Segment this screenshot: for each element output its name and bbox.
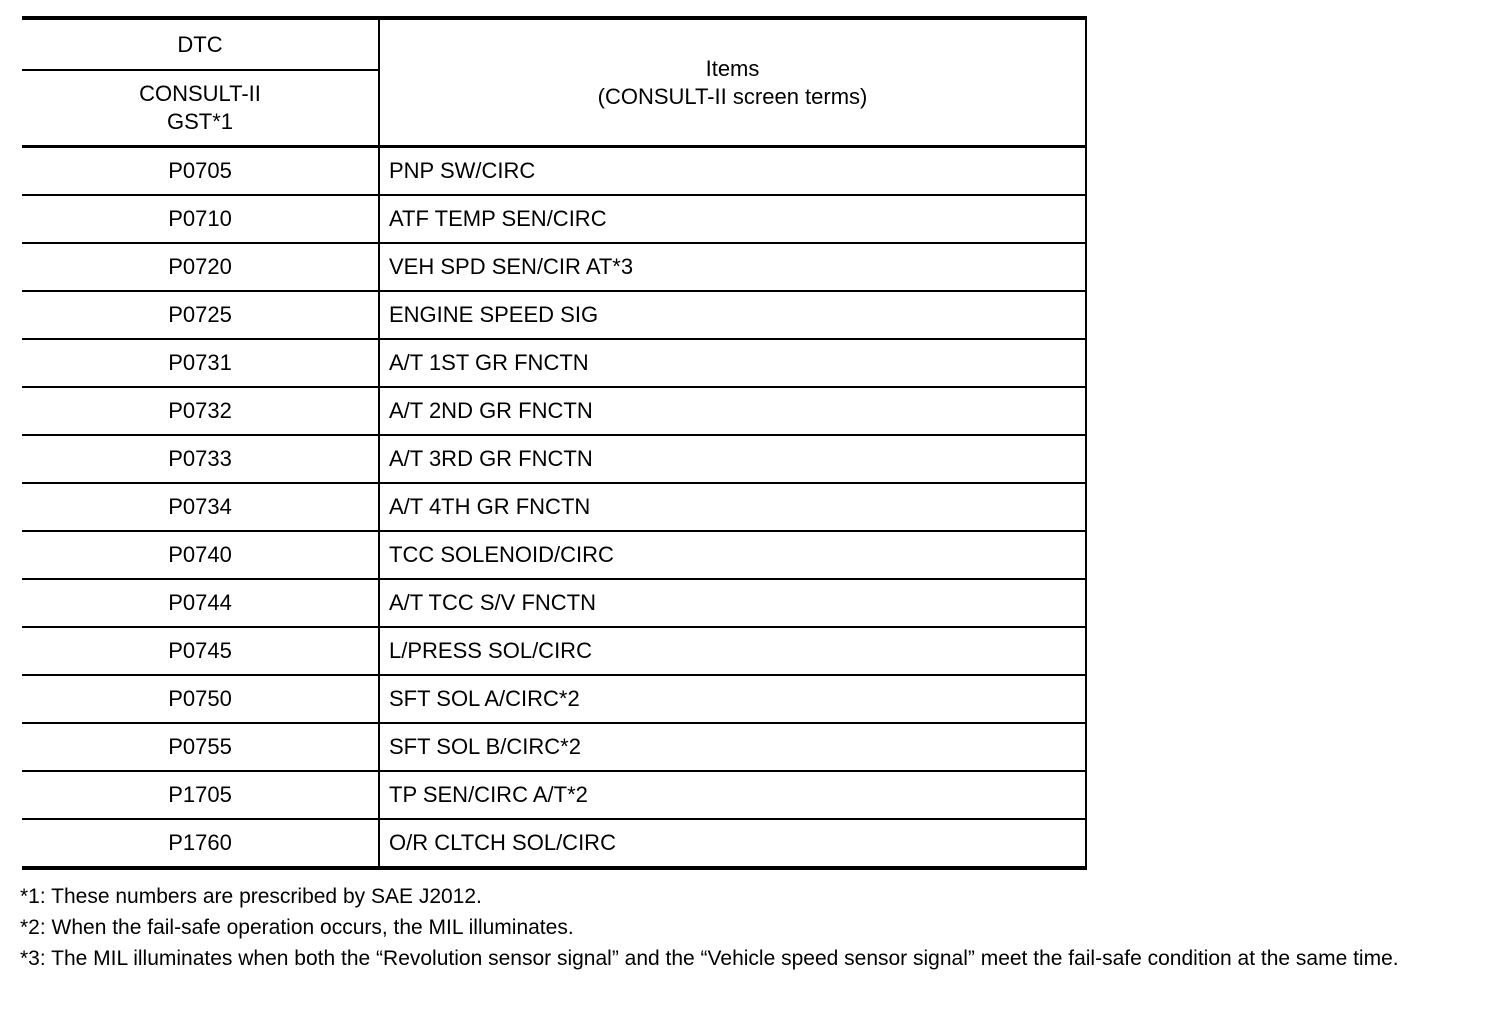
table-row — [22, 579, 1086, 627]
dtc-code: P0750 — [22, 675, 379, 723]
dtc-table-container — [22, 16, 1086, 870]
footnotes — [20, 885, 1460, 978]
dtc-item: SFT SOL A/CIRC*2 — [379, 675, 1086, 723]
dtc-code: P1705 — [22, 771, 379, 819]
dtc-item: A/T 1ST GR FNCTN — [379, 339, 1086, 387]
dtc-code: P0720 — [22, 243, 379, 291]
dtc-code: P0710 — [22, 195, 379, 243]
header-consult — [22, 70, 379, 147]
table-row — [22, 339, 1086, 387]
dtc-code: P0733 — [22, 435, 379, 483]
footnote-1: *1: These numbers are prescribed by SAE J2012. — [20, 885, 482, 908]
header-dtc: DTC — [22, 18, 379, 70]
table-row — [22, 819, 1086, 868]
dtc-table — [22, 16, 1087, 870]
table-row — [22, 387, 1086, 435]
dtc-code: P0734 — [22, 483, 379, 531]
dtc-item: ATF TEMP SEN/CIRC — [379, 195, 1086, 243]
dtc-item: A/T 4TH GR FNCTN — [379, 483, 1086, 531]
dtc-item: L/PRESS SOL/CIRC — [379, 627, 1086, 675]
dtc-item: PNP SW/CIRC — [379, 147, 1086, 196]
table-row — [22, 627, 1086, 675]
footnote-3: *3: The MIL illuminates when both the “Revolution sensor signal” and the “Vehicle speed sensor signal” meet the fail-safe condition at the same time. — [20, 947, 1399, 970]
dtc-item: TP SEN/CIRC A/T*2 — [379, 771, 1086, 819]
dtc-code: P0731 — [22, 339, 379, 387]
dtc-item: TCC SOLENOID/CIRC — [379, 531, 1086, 579]
header-items — [379, 18, 1086, 147]
footnote-2: *2: When the fail-safe operation occurs, the MIL illuminates. — [20, 916, 574, 939]
table-row — [22, 147, 1086, 196]
dtc-item: O/R CLTCH SOL/CIRC — [379, 819, 1086, 868]
dtc-code: P0740 — [22, 531, 379, 579]
header-consult-line1: CONSULT-II — [139, 81, 261, 106]
dtc-code: P0745 — [22, 627, 379, 675]
dtc-item: VEH SPD SEN/CIR AT*3 — [379, 243, 1086, 291]
dtc-code: P0744 — [22, 579, 379, 627]
header-items-line1: Items — [705, 55, 760, 81]
table-row — [22, 771, 1086, 819]
dtc-item: SFT SOL B/CIRC*2 — [379, 723, 1086, 771]
dtc-item: A/T 3RD GR FNCTN — [379, 435, 1086, 483]
header-consult-line2: GST*1 — [166, 109, 234, 134]
dtc-item: A/T TCC S/V FNCTN — [379, 579, 1086, 627]
table-row — [22, 435, 1086, 483]
dtc-code: P0732 — [22, 387, 379, 435]
dtc-code: P1760 — [22, 819, 379, 868]
table-row — [22, 531, 1086, 579]
table-row — [22, 195, 1086, 243]
dtc-item: ENGINE SPEED SIG — [379, 291, 1086, 339]
dtc-code: P0725 — [22, 291, 379, 339]
table-row — [22, 675, 1086, 723]
header-items-line2: (CONSULT-II screen terms) — [597, 83, 868, 109]
dtc-code: P0705 — [22, 147, 379, 196]
dtc-code: P0755 — [22, 723, 379, 771]
table-row — [22, 723, 1086, 771]
header-row-dtc — [22, 18, 1086, 70]
dtc-item: A/T 2ND GR FNCTN — [379, 387, 1086, 435]
table-row — [22, 291, 1086, 339]
table-row — [22, 243, 1086, 291]
table-row — [22, 483, 1086, 531]
